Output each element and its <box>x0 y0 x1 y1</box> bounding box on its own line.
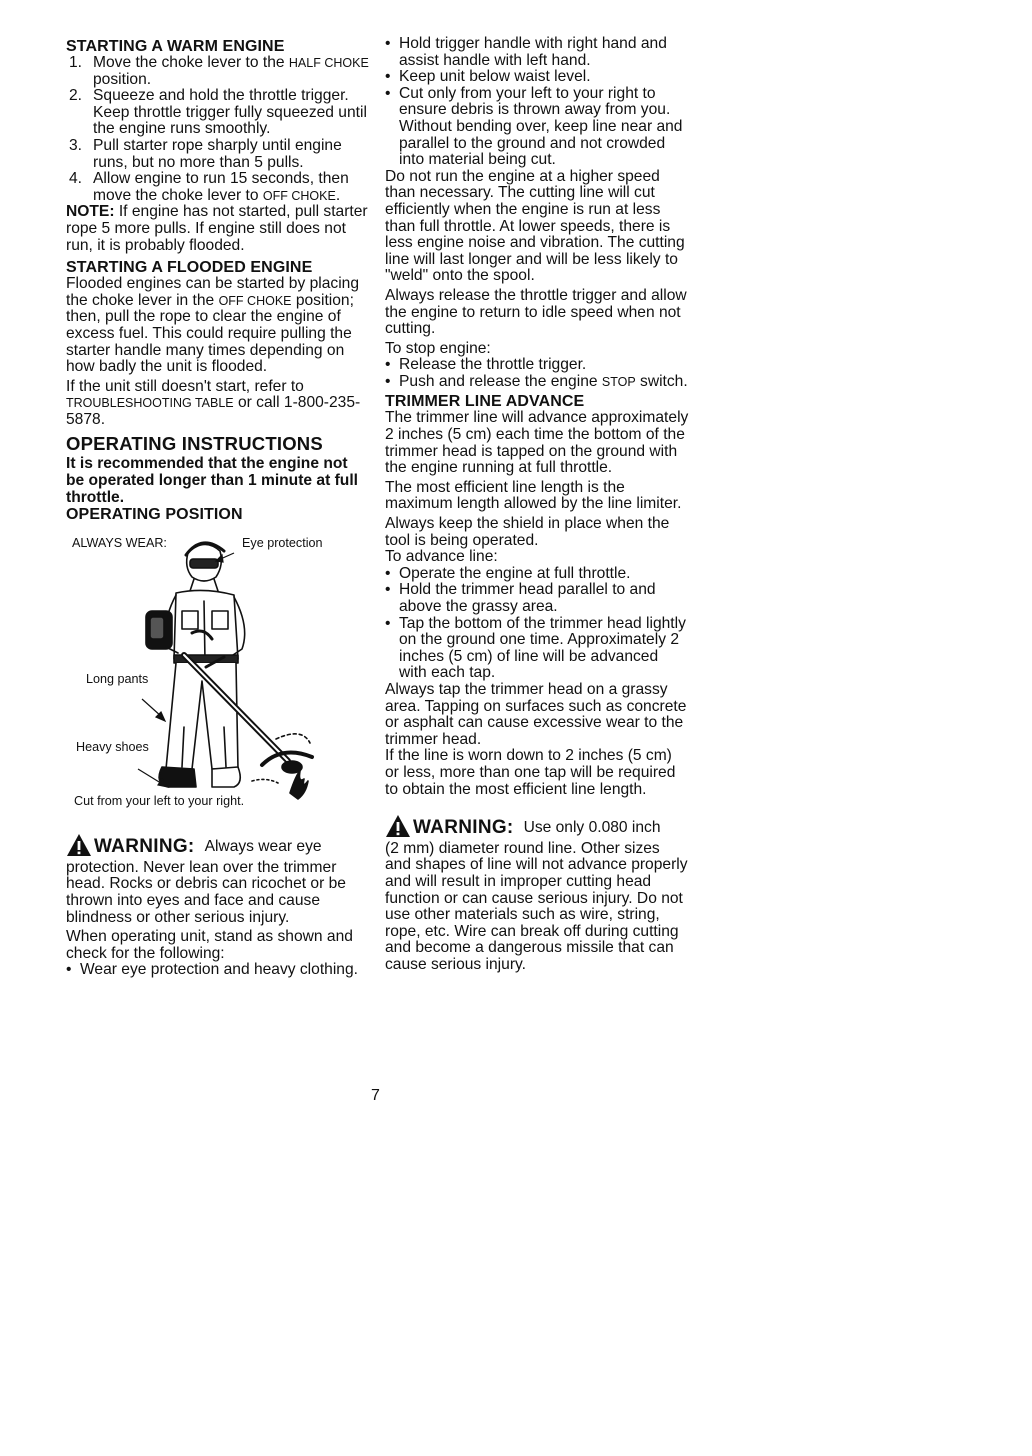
stand-paragraph: When operating unit, stand as shown and check for the following: <box>66 928 353 962</box>
flooded-engine-heading: STARTING A FLOODED ENGINE <box>66 259 313 277</box>
step-text-end: switch. <box>635 372 688 390</box>
warm-step-2 <box>66 88 370 138</box>
step-text-end: position. <box>93 70 152 88</box>
advance-paragraph-3: Always keep the shield in place when the tool is being operated. <box>385 515 670 549</box>
advance-steps <box>385 566 689 682</box>
warm-step-3 <box>66 138 370 171</box>
step-number: 1. <box>69 54 83 71</box>
para-text: Flooded engines can be started by placing the choke lever in the <box>66 275 360 309</box>
always-wear-label: ALWAYS WEAR: <box>72 536 167 551</box>
warning-heading <box>66 831 322 855</box>
warning-label: WARNING: <box>413 816 514 838</box>
figure-caption: Cut from your left to your right. <box>74 794 245 809</box>
step-text: Push and release the engine <box>399 372 602 390</box>
page-number: 7 <box>371 1087 380 1104</box>
warning-label: WARNING: <box>94 835 195 857</box>
para-smallcaps: TROUBLESHOOTING TABLE <box>66 396 234 411</box>
check-item: • Cut only from your left to your right to ensure debris is thrown away from you. Without bending over, keep line near and parallel to the ground and not crowded into material being cut. <box>385 86 689 169</box>
flooded-paragraph-2 <box>66 379 370 429</box>
warning-triangle-icon <box>66 833 92 857</box>
step-smallcaps: HALF CHOKE <box>288 56 369 70</box>
warning-triangle-icon <box>385 814 411 838</box>
operating-position-figure <box>66 531 366 809</box>
heavy-shoes-label: Heavy shoes <box>76 740 149 755</box>
to-stop-label: To stop engine: <box>385 339 491 357</box>
operating-position-heading: OPERATING POSITION <box>66 506 243 524</box>
operating-recommendation: It is recommended that the engine not be operated longer than 1 minute at full throttle. <box>66 455 358 506</box>
warm-note <box>66 204 370 254</box>
check-item: • Keep unit below waist level. <box>385 69 689 86</box>
warning-heading <box>385 812 661 836</box>
para-text-end: position; then, pull the rope to clear the engine of excess fuel. This could require pulling the starter handle many times depending on how badly the unit is flooded. <box>66 291 354 376</box>
speed-paragraph: Do not run the engine at a higher speed than necessary. The cutting line will cut efficiently when the engine is run at less than full throttle. At lower speeds, there is less engine noise and vibration. The cutting line will last longer and will be less likely to "weld" onto the spool. <box>385 167 685 285</box>
warm-step-4 <box>66 171 370 204</box>
note-label: NOTE: <box>66 203 115 221</box>
advance-step: • Tap the bottom of the trimmer head lightly on the ground one time. Approximately 2 inches (5 cm) of line will be advanced with each tap. <box>385 616 689 682</box>
stop-step <box>385 374 689 391</box>
step-number: 4. <box>69 170 83 188</box>
note-text: If engine has not started, pull starter rope 5 more pulls. If engine still does not run, it is probably flooded. <box>66 203 368 254</box>
para-smallcaps: OFF CHOKE <box>218 293 292 308</box>
warning-lead-text: Always wear eye <box>204 837 322 855</box>
line-warning <box>385 812 689 973</box>
check-list <box>66 962 370 979</box>
warm-step-1 <box>66 55 370 88</box>
advance-step: • Hold the trimmer head parallel to and above the grassy area. <box>385 582 689 615</box>
warm-engine-heading: STARTING A WARM ENGINE <box>66 38 285 55</box>
advance-step: • Operate the engine at full throttle. <box>385 566 689 583</box>
check-item: • Wear eye protection and heavy clothing. <box>66 962 370 979</box>
step-number: 2. <box>69 87 83 105</box>
to-advance-label: To advance line: <box>385 548 498 566</box>
stop-steps <box>385 357 689 390</box>
step-number: 3. <box>69 136 83 154</box>
step-smallcaps: STOP <box>601 374 636 389</box>
advance-paragraph-5: If the line is worn down to 2 inches (5 cm) or less, more than one tap will be required to obtain the most efficient line length. <box>385 747 676 798</box>
stop-step: • Release the throttle trigger. <box>385 357 689 374</box>
operator-illustration <box>66 531 366 809</box>
flooded-paragraph-1 <box>66 276 370 376</box>
check-list-continued <box>385 36 689 169</box>
warm-engine-steps <box>66 55 370 204</box>
release-paragraph: Always release the throttle trigger and allow the engine to return to idle speed when not cutting. <box>385 286 687 338</box>
operating-instructions-heading: OPERATING INSTRUCTIONS <box>66 433 323 455</box>
left-column <box>66 36 370 979</box>
para-text-end: or call 1-800-235-5878. <box>66 394 361 428</box>
right-column <box>385 36 689 973</box>
advance-paragraph-1: The trimmer line will advance approximately 2 inches (5 cm) each time the bottom of the trimmer head is tapped on the ground with the engine running at full throttle. <box>385 409 689 477</box>
eye-warning <box>66 831 370 926</box>
eye-protection-label: Eye protection <box>242 536 323 551</box>
line-advance-heading: TRIMMER LINE ADVANCE <box>385 393 585 411</box>
step-text: Move the choke lever to the <box>93 54 289 71</box>
warning-body: (2 mm) diameter round line. Other sizes and shapes of line will not advance properly and will result in improper cutting head function or can cause serious injury. Do not use other materials such as wire, string, rope, etc. Wire can break off during cutting and become a dangerous missile that can cause serious injury. <box>385 839 688 973</box>
step-text-end: . <box>335 186 341 204</box>
step-text: Squeeze and hold the throttle trigger. Keep throttle trigger fully squeezed until the engine runs smoothly. <box>93 87 367 138</box>
long-pants-label: Long pants <box>86 672 149 687</box>
warning-lead-text: Use only 0.080 inch <box>523 818 661 836</box>
para-text: If the unit still doesn't start, refer to <box>66 377 304 395</box>
step-smallcaps: OFF CHOKE <box>262 188 336 203</box>
step-text: Pull starter rope sharply until engine runs, but no more than 5 pulls. <box>93 136 342 171</box>
check-item: • Hold trigger handle with right hand and assist handle with left hand. <box>385 36 689 69</box>
advance-paragraph-2: The most efficient line length is the maximum length allowed by the line limiter. <box>385 478 682 513</box>
warning-body: protection. Never lean over the trimmer head. Rocks or debris can ricochet or be thrown into eyes and face and cause blindness or other serious injury. <box>66 858 346 926</box>
advance-paragraph-4: Always tap the trimmer head on a grassy area. Tapping on surfaces such as concrete or asphalt can cause excessive wear to the trimmer head. <box>385 680 687 748</box>
step-text: Allow engine to run 15 seconds, then move the choke lever to <box>93 170 349 204</box>
